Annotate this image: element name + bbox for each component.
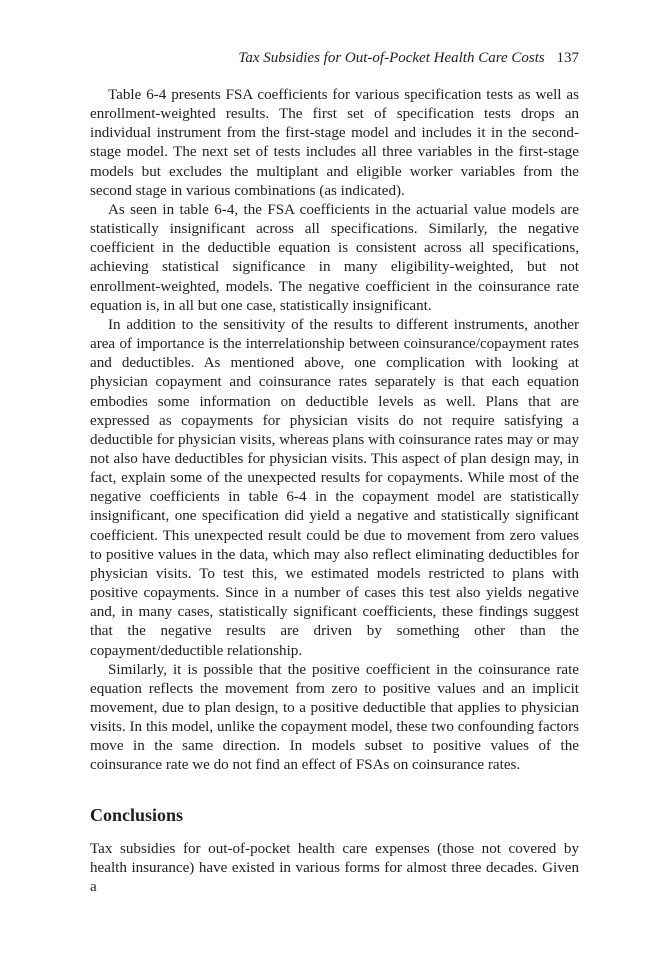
page-number: 137 <box>556 50 579 66</box>
paragraph: Table 6-4 presents FSA coefficients for various specification tests as well as enrollment-weighted results. The first set of specification tests drops an individual instrument from the first-stage model and includes it in the second-stage model. The next set of tests includes all three variables in the first-stage models but excludes the multiplant and eligible worker variables from the second stage in various combinations (as indicated). <box>90 87 579 199</box>
running-head-title: Tax Subsidies for Out-of-Pocket Health Care Costs <box>238 50 545 66</box>
paragraph: Tax subsidies for out-of-pocket health care expenses (those not covered by health insurance) have existed in various forms for almost three decades. Given a <box>90 840 579 895</box>
running-head <box>90 48 579 68</box>
section-heading: Conclusions <box>90 804 184 825</box>
paragraph: As seen in table 6-4, the FSA coefficients in the actuarial value models are statistically insignificant across all specifications. Similarly, the negative coefficient in the deductible equation is consistent across all specifications, achieving statistical significance in many eligibility-weighted, but not enrollment-weighted, models. The negative coefficient in the coinsurance rate equation is, in all but one case, statistically insignificant. <box>90 201 579 314</box>
paragraph: Similarly, it is possible that the positive coefficient in the coinsurance rate equation reflects the movement from zero to positive values and an implicit movement, due to plan design, to a positive deductible that applies to physician visits. In this model, unlike the copayment model, these two confounding factors move in the same direction. In models subset to positive values of the coinsurance rate we do not find an effect of FSAs on coinsurance rates. <box>90 661 579 774</box>
paragraph: In addition to the sensitivity of the results to different instruments, another area of importance is the interrelationship between coinsurance/copayment rates and deductibles. As mentioned above, one complication with looking at physician copayment and coinsurance rates separately is that each equation embodies some information on deductible levels as well. Plans that are expressed as copayments for physician visits do not require satisfying a deductible for physician visits, whereas plans with coinsurance rates may or may not also have deductibles for physician visits. This aspect of plan design may, in fact, explain some of the unexpected results for copayments. While most of the negative coefficients in table 6-4 in the copayment model are statistically insignificant, one specification did yield a negative and statistically significant coefficient. This unexpected result could be due to movement from zero values to positive values in the data, which may also reflect eliminating deductibles for physician visits. To test this, we estimated models restricted to plans with positive copayments. Since in a number of cases this test also yields negative and, in many cases, statistically significant coefficients, these findings suggest that the negative results are driven by something other than the copayment/deductible relationship. <box>90 316 579 659</box>
page <box>90 48 579 897</box>
body-text <box>90 86 579 897</box>
